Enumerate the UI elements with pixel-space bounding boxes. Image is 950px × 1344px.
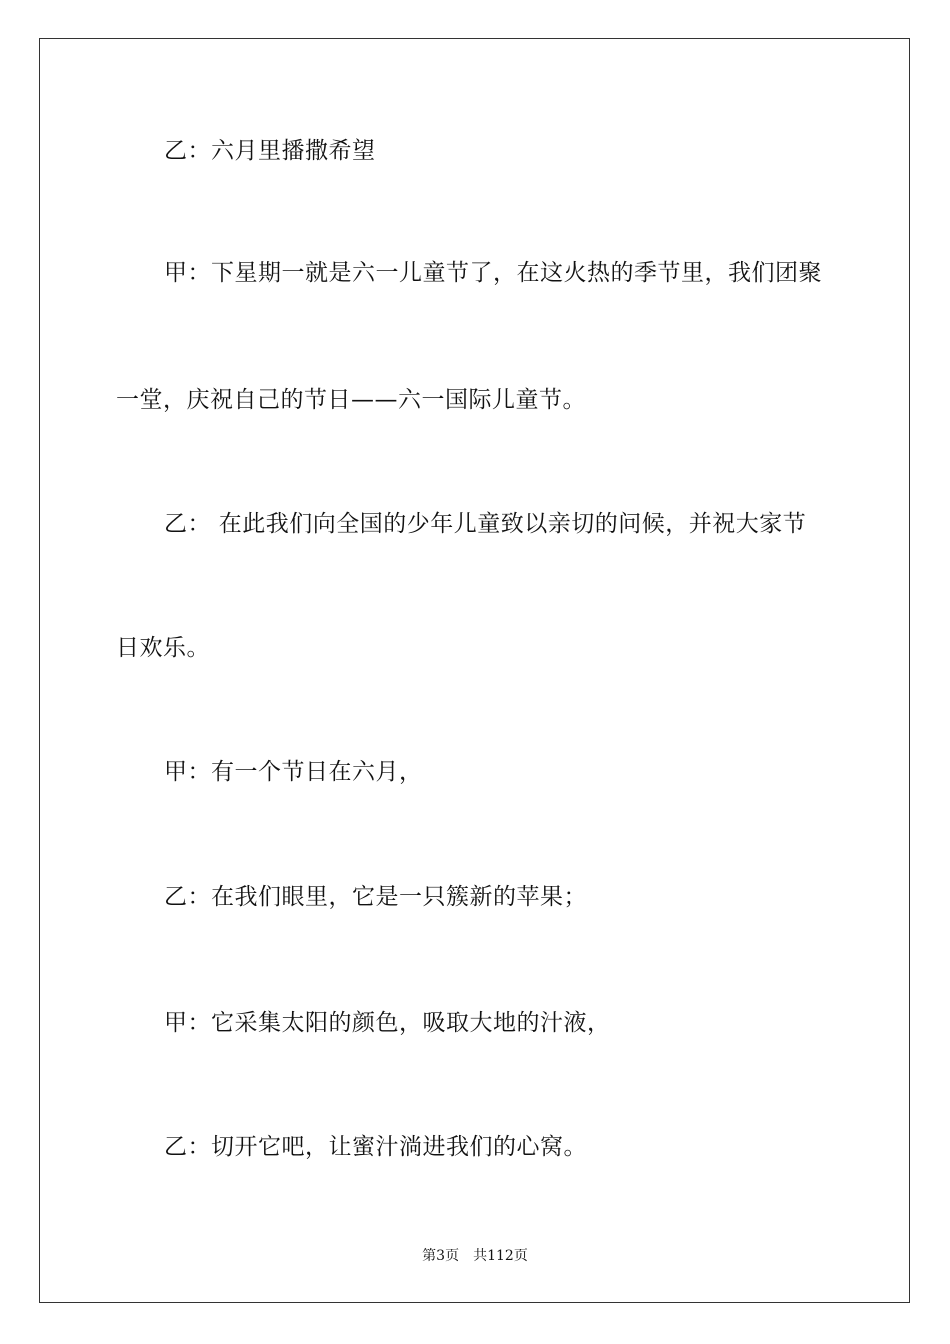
page-border	[39, 38, 910, 1303]
dialogue-line-2: 甲：下星期一就是六一儿童节了，在这火热的季节里，我们团聚	[164, 260, 822, 286]
page-footer	[0, 1246, 950, 1266]
dialogue-line-1: 乙：六月里播撒希望	[164, 138, 376, 164]
dialogue-line-6: 甲：它采集太阳的颜色，吸取大地的汁液，	[164, 1010, 611, 1036]
current-page-number: 第3页	[422, 1248, 460, 1264]
dialogue-line-3-continued: 日欢乐。	[116, 635, 210, 661]
dialogue-line-4: 甲：有一个节日在六月，	[164, 759, 423, 785]
dialogue-line-2-continued: 一堂，庆祝自己的节日——六一国际儿童节。	[116, 387, 586, 413]
dialogue-line-7: 乙：切开它吧，让蜜汁淌进我们的心窝。	[164, 1134, 587, 1160]
dialogue-line-5: 乙：在我们眼里，它是一只簇新的苹果；	[164, 884, 587, 910]
total-page-count: 共112页	[473, 1248, 528, 1264]
dialogue-line-3: 乙： 在此我们向全国的少年儿童致以亲切的问候，并祝大家节	[164, 511, 807, 537]
